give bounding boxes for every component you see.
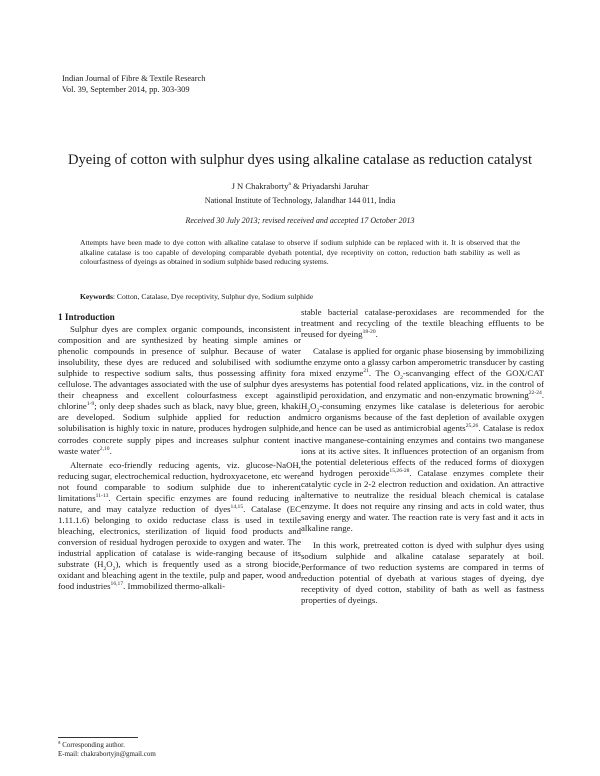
- text-run: . Immobilized thermo-alkali-: [123, 581, 226, 592]
- text-run: .: [109, 445, 112, 456]
- intro-paragraph-1: [58, 324, 301, 457]
- catalase-paragraph: [301, 346, 544, 534]
- keywords-label: Keywords: [80, 292, 113, 301]
- text-run: In this work, pretreated cotton is dyed with sulphur dyes using sodium sulphide and alkaline catalase separately at boil. Performance of two reduction systems are compared in terms of reduction potential of dyebath at various stages of dyeing, dye receptivity of dyed cotton, stability of bath as well as fastness properties of dyeings.: [301, 539, 544, 606]
- keywords: [80, 292, 520, 301]
- received-dates: Received 30 July 2013; revised received and accepted 17 October 2013: [185, 216, 415, 225]
- citation: 22-24: [528, 390, 542, 397]
- text-run: Sulphur dyes are complex organic compounds, inconsistent in composition and are synthesized by heating simple amines or phenolic compounds in presence of sulphur. Because of water insolubility, these dyes are reduced and solubilised with sodium sulphide to respective sodium salts, thus possessing affinity for cellulose. The advantages associated with the use of sulphur dyes are their cheapness and excellent colourfastness except against chlorine: [58, 324, 301, 412]
- text-run: O: [106, 559, 113, 570]
- text-run: -scanvanging effect of the GOX/CAT systems has potential food related applications, viz. in the control of lipid peroxidation, and enzymatic and non-enzymatic browning: [301, 368, 544, 401]
- text-run: stable bacterial catalase-peroxidases are recommended for the treatment and recycling of the textile bleaching effluents to be reused for dyeing: [301, 307, 544, 340]
- text-run: Alternate eco-friendly reducing agents, viz. glucose-NaOH, reducing sugar, electrochemical reduction, hydroxyacetone, etc were not found comparable to sodium sulphide due to inherent limitations: [58, 459, 301, 503]
- subscript: 2: [103, 565, 107, 572]
- author-line: [0, 181, 600, 191]
- this-work-paragraph: [301, 540, 544, 606]
- footnote-rule: [58, 737, 138, 738]
- continued-paragraph: [301, 307, 544, 340]
- text-run: . Catalase is redox active manganese-containing enzymes and contains two manganese ions at its active sites. It influences protection of an organism from the potential deleterious effects of the reduced forms of dioxygen and hydrogen peroxide: [301, 423, 544, 478]
- subscript: 2: [316, 408, 320, 415]
- left-column: [58, 312, 301, 592]
- footnote-email: E-mail: chakrabortyjn@gmail.com: [58, 750, 156, 758]
- text-run: ; only deep shades such as black, navy blue, green, khaki are developed. Sodium sulphide applied for reduction and solubilisation is highly toxic in nature, produces hydrogen sulphide, corrodes concrete supply pipes and increases sulphur content in waste water: [58, 401, 301, 456]
- keywords-list: : Cotton, Catalase, Dye receptivity, Sulphur dye, Sodium sulphide: [112, 292, 314, 301]
- text-run: ), which is frequently used as a strong biocide, oxidant and bleaching agent in the textile, pulp and paper, wood and food industries: [58, 559, 301, 592]
- author-separator: &: [290, 181, 302, 191]
- subscript: 2: [307, 408, 311, 415]
- journal-name: Indian Journal of Fibre & Textile Research: [62, 74, 206, 83]
- citation: 1-9: [86, 401, 95, 408]
- citation: 21: [363, 368, 369, 375]
- paper-title: Dyeing of cotton with sulphur dyes using alkaline catalase as reduction catalyst: [67, 152, 533, 168]
- text-run: . Catalase enzymes complete their catalytic cycle in 2-2 electron reduction and oxidation. An attractive alternative to neutralize the residual bleach chemical is catalase enzyme. It does not require any rinsing and acts in cold water, thus saving energy and water. The reaction rate is very fast and it acts in alkaline range.: [301, 467, 544, 533]
- text-run: . Catalase (EC 1.11.1.6) belonging to oxido reductase class is used in textile bleaching, electronics, sterilization of liquid food products and conversion of residual hydrogen peroxide to oxygen and water. The industrial application of catalase is wide-ranging because of its substrate (H: [58, 503, 301, 570]
- journal-volume: Vol. 39, September 2014, pp. 303-309: [62, 85, 190, 94]
- journal-header: [62, 73, 205, 95]
- section-heading-introduction: 1 Introduction: [58, 312, 115, 322]
- intro-paragraph-2: [58, 460, 301, 593]
- affiliation: National Institute of Technology, Jalandhar 144 011, India: [204, 196, 396, 205]
- text-run: . H: [301, 390, 544, 412]
- text-run: . Certain specific enzymes are found reducing in nature, and may catalyze reduction of dyes: [58, 492, 301, 514]
- subscript: 2: [400, 374, 403, 381]
- footnote-text: Corresponding author.: [62, 741, 125, 749]
- footnote-corresponding: [58, 741, 156, 750]
- author-1: J N Chakraborty: [231, 181, 289, 191]
- author-2: Priyadarshi Jaruhar: [301, 181, 369, 191]
- author-1-mark: a: [288, 181, 291, 188]
- citation: 16,17: [110, 581, 124, 588]
- text-run: . The O: [368, 368, 401, 379]
- footnote-mark: a: [58, 739, 61, 746]
- citation: 15,26-28: [389, 467, 410, 474]
- citation: 18-20: [362, 329, 376, 336]
- citation: 11-13: [95, 492, 109, 499]
- footnote: [58, 741, 156, 759]
- citation: 14,15: [230, 503, 244, 510]
- text-run: O: [310, 401, 317, 412]
- right-column: [301, 307, 544, 606]
- subscript: 2: [112, 565, 116, 572]
- citation: 2,10: [99, 445, 110, 452]
- text-run: -consuming enzymes like catalase is deleterious for aerobic micro organisms because of the fast depletion of available oxygen and hence can be used as antimicrobial agents: [301, 401, 544, 434]
- citation: 25,26: [465, 423, 479, 430]
- text-run: .: [375, 329, 378, 340]
- abstract: Attempts have been made to dye cotton with alkaline catalase to observe if sodium sulphide can be replaced with it. It is observed that the alkaline catalase is too capable of developing comparable dyebath potential, dye receptivity on cotton, reduction bath stability as well as colourfastness of dyeings as obtained in sodium sulphide based reducing systems.: [80, 238, 520, 267]
- text-run: Catalase is applied for organic phase biosensing by immobilizing the enzyme onto a glassy carbon amperometric transducer by casting a mixed enzyme: [301, 346, 544, 379]
